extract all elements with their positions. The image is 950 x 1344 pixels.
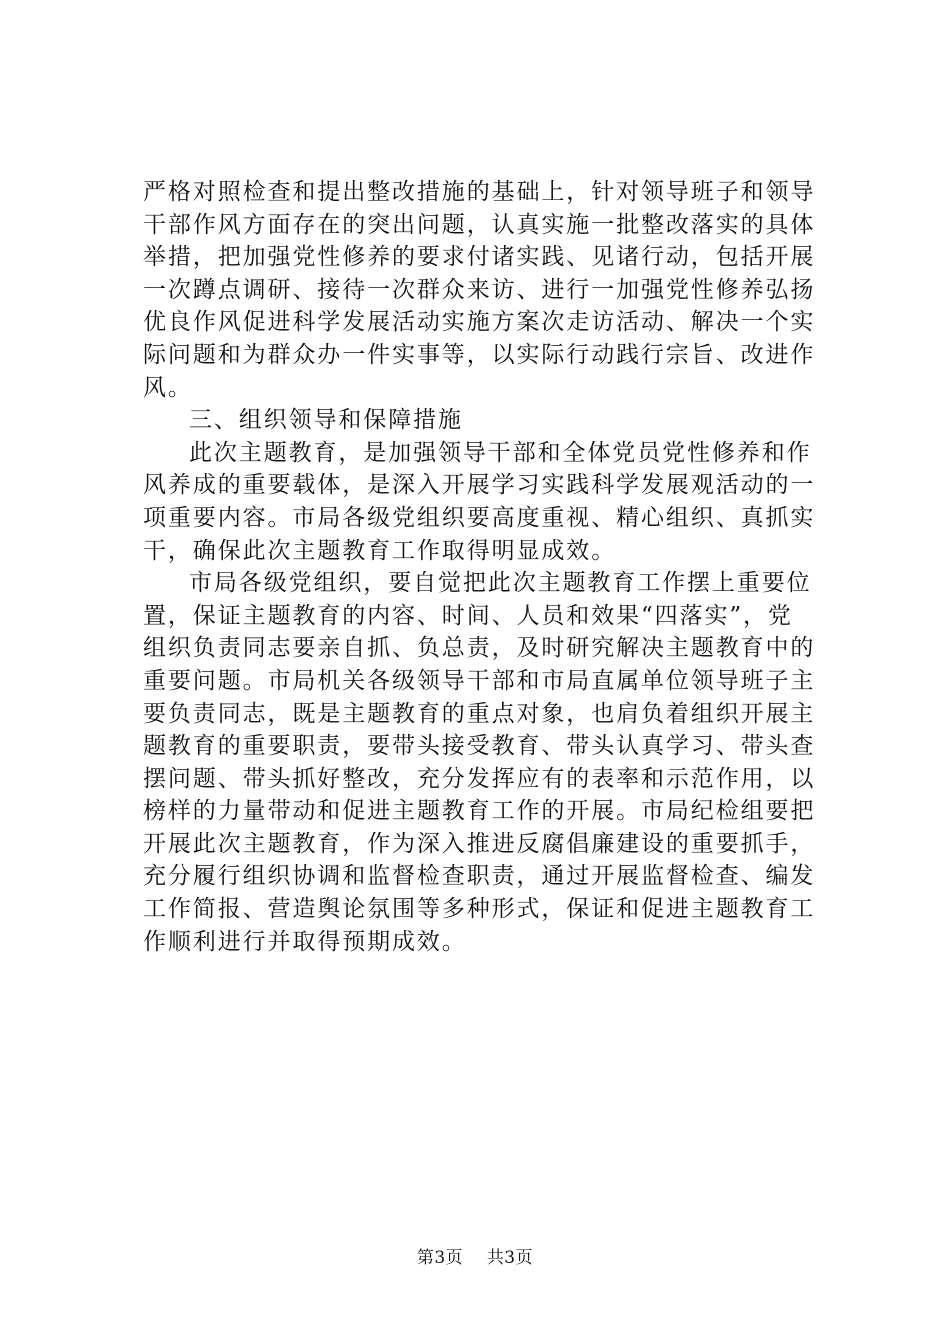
text-line: 榜样的力量带动和促进主题教育工作的开展。市局纪检组要把 <box>143 798 816 825</box>
section-heading <box>143 404 807 437</box>
text-line: 风。 <box>143 374 193 401</box>
text-line: 摆问题、带头抓好整改，充分发挥应有的表率和示范作用，以 <box>143 765 816 792</box>
text-line: 作顺利进行并取得预期成效。 <box>143 928 467 955</box>
text-line: 干，确保此次主题教育工作取得明显成效。 <box>143 537 617 564</box>
page-total: 共3页 <box>486 1248 534 1268</box>
document-body <box>143 176 816 958</box>
text-line: 重要问题。市局机关各级领导干部和市局直属单位领导班子主 <box>143 667 816 694</box>
text-line: 际问题和为群众办一件实事等，以实际行动践行宗旨、改进作 <box>143 341 816 368</box>
page-number: 第3页 <box>416 1248 464 1268</box>
text-line: 要负责同志，既是主题教育的重点对象，也肩负着组织开展主 <box>143 700 816 727</box>
paragraph <box>143 567 816 958</box>
text-line: 开展此次主题教育，作为深入推进反腐倡廉建设的重要抓手， <box>143 830 816 857</box>
paragraph <box>143 176 816 404</box>
text-line: 举措，把加强党性修养的要求付诸实践、见诸行动，包括开展 <box>143 244 816 271</box>
page-footer <box>0 1243 950 1268</box>
text-line: 组织负责同志要亲自抓、负总责，及时研究解决主题教育中的 <box>143 635 816 662</box>
page-separator <box>469 1248 481 1268</box>
text-line: 一次蹲点调研、接待一次群众来访、进行一加强党性修养弘扬 <box>143 276 816 303</box>
text-line: 市局各级党组织，要自觉把此次主题教育工作摆上重要位 <box>189 570 812 597</box>
text-line: 干部作风方面存在的突出问题，认真实施一批整改落实的具体 <box>143 211 816 238</box>
text-line: 充分履行组织协调和监督检查职责，通过开展监督检查、编发 <box>143 863 816 890</box>
text-line: 项重要内容。市局各级党组织要高度重视、精心组织、真抓实 <box>143 504 816 531</box>
text-line: 置，保证主题教育的内容、时间、人员和效果“四落实”，党 <box>143 602 793 629</box>
paragraph <box>143 437 816 567</box>
section-heading-text: 三、组织领导和保障措施 <box>189 407 463 434</box>
text-line: 优良作风促进科学发展活动实施方案次走访活动、解决一个实 <box>143 309 816 336</box>
text-line: 工作简报、营造舆论氛围等多种形式，保证和促进主题教育工 <box>143 896 816 923</box>
text-line: 题教育的重要职责，要带头接受教育、带头认真学习、带头查 <box>143 733 816 760</box>
text-line: 严格对照检查和提出整改措施的基础上，针对领导班子和领导 <box>143 179 816 205</box>
text-line: 风养成的重要载体，是深入开展学习实践科学发展观活动的一 <box>143 472 816 499</box>
text-line: 此次主题教育，是加强领导干部和全体党员党性修养和作 <box>189 439 812 466</box>
